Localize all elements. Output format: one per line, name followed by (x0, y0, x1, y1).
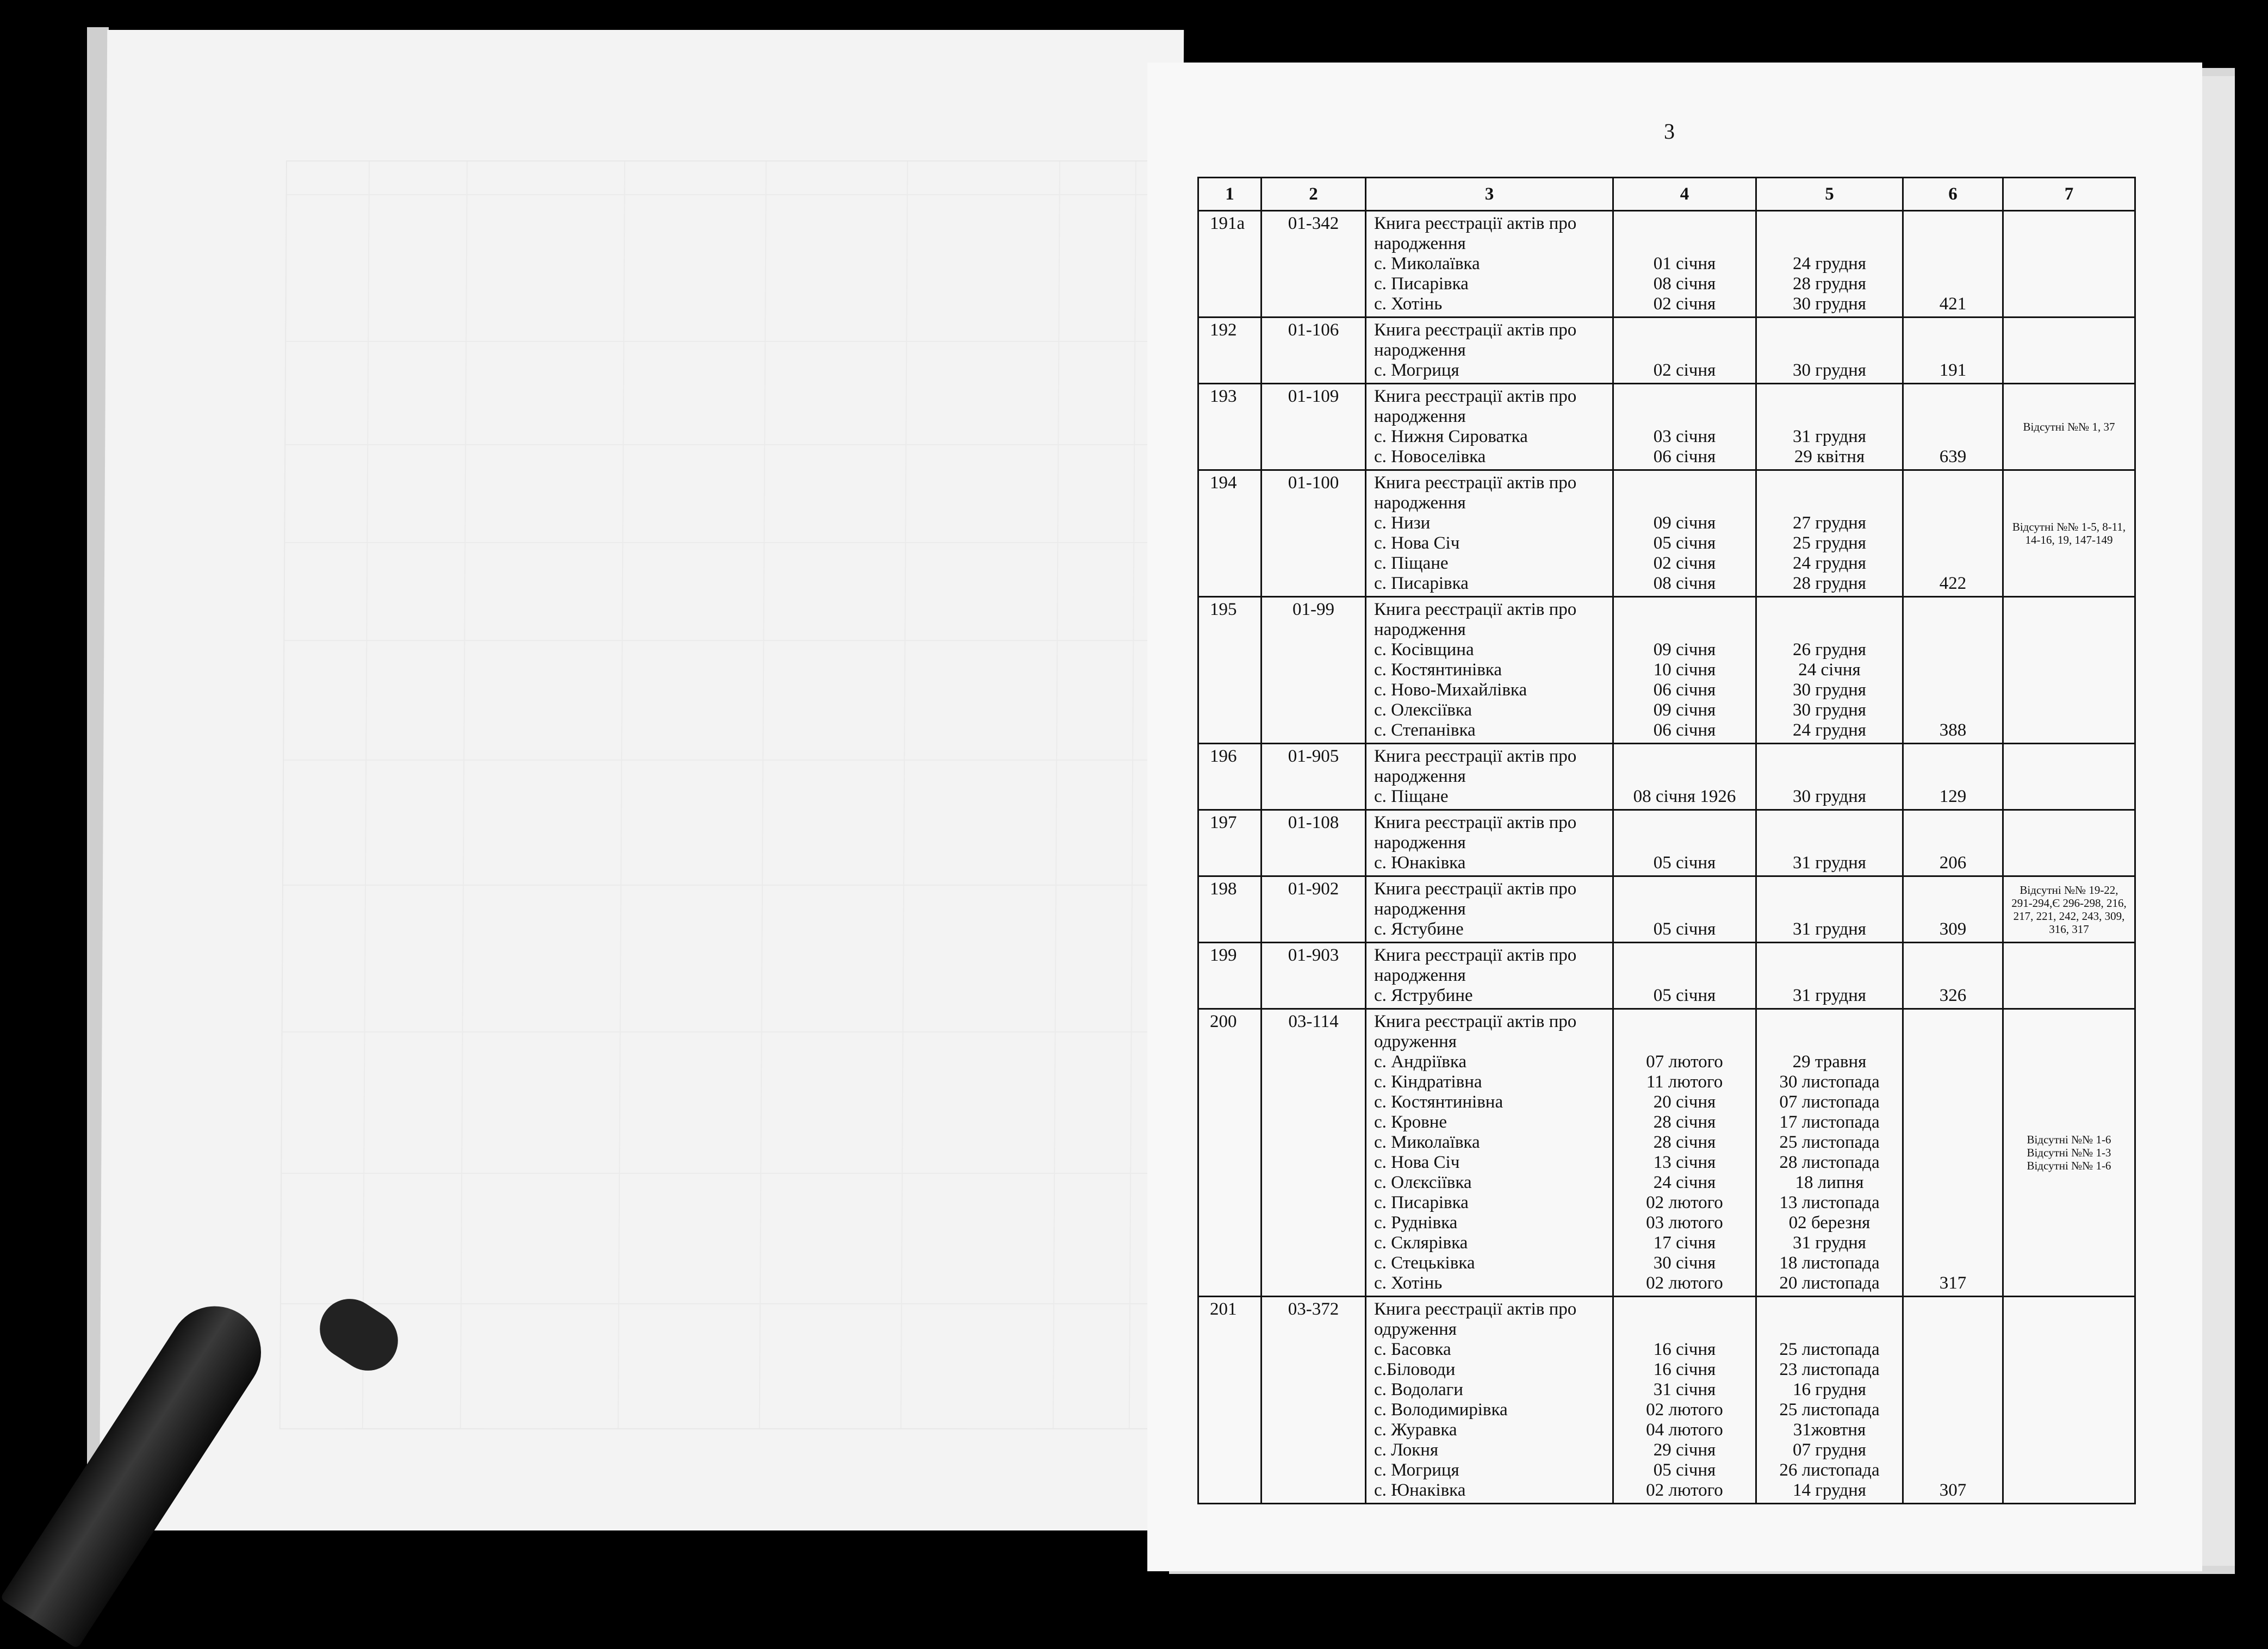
description-line: с. Олєксіївка (1374, 1173, 1472, 1192)
end-date: 25 листопада (1779, 1132, 1880, 1152)
table-row (1198, 211, 2135, 318)
start-date (1618, 234, 1751, 254)
start-date: 02 січня (1653, 360, 1716, 380)
start-date: 11 лютого (1646, 1072, 1723, 1092)
start-date: 05 січня (1653, 533, 1716, 553)
start-date (1618, 473, 1751, 493)
end-date (1761, 407, 1898, 427)
record-note (2003, 1297, 2135, 1504)
description-line: Книга реєстрації актів про (1374, 214, 1577, 233)
description-line: с. Яструбине (1374, 986, 1473, 1005)
column-header: 1 (1198, 178, 1262, 211)
description-line: с. Низи (1374, 513, 1431, 533)
page-number: 3 (1664, 119, 1675, 144)
fund-code: 01-903 (1262, 943, 1366, 1009)
table-row (1198, 1297, 2135, 1504)
end-date: 26 грудня (1793, 640, 1866, 659)
end-date (1761, 473, 1898, 493)
end-date (1761, 600, 1898, 620)
end-date: 30 грудня (1793, 360, 1866, 380)
end-date: 30 листопада (1779, 1072, 1880, 1092)
end-date (1761, 340, 1898, 360)
start-dates (1613, 318, 1756, 384)
description-line: с. Володимирівка (1374, 1400, 1508, 1420)
start-date (1618, 1012, 1751, 1032)
description-line: с. Юнаківка (1374, 853, 1466, 873)
record-count: 191 (1903, 318, 2003, 384)
description-line: Книга реєстрації актів про (1374, 600, 1577, 619)
description-line: Книга реєстрації актів про (1374, 1299, 1577, 1319)
record-number: 197 (1198, 810, 1262, 876)
start-date: 02 лютого (1646, 1193, 1723, 1212)
end-dates (1756, 318, 1903, 384)
record-note (2003, 744, 2135, 810)
table-header-row (1198, 178, 2135, 211)
end-date: 31 грудня (1793, 986, 1866, 1005)
record-count: 639 (1903, 384, 2003, 470)
end-date (1761, 899, 1898, 919)
end-date: 25 листопада (1779, 1340, 1880, 1359)
record-number: 198 (1198, 876, 1262, 943)
start-date (1618, 945, 1751, 966)
description-line: народження (1374, 833, 1466, 852)
end-date (1761, 493, 1898, 513)
table-row (1198, 470, 2135, 597)
start-date: 02 лютого (1646, 1480, 1723, 1500)
description-line: с. Піщане (1374, 553, 1449, 573)
register-table (1197, 177, 2136, 1504)
fund-code: 01-905 (1262, 744, 1366, 810)
table-row (1198, 744, 2135, 810)
start-date (1618, 214, 1751, 234)
start-date: 13 січня (1653, 1153, 1716, 1172)
start-date: 05 січня (1653, 919, 1716, 939)
start-date (1618, 1299, 1751, 1320)
record-number: 194 (1198, 470, 1262, 597)
start-date: 31 січня (1653, 1380, 1716, 1399)
start-date: 10 січня (1653, 660, 1716, 680)
description-line: Книга реєстрації актів про (1374, 746, 1577, 766)
table-row (1198, 810, 2135, 876)
description-line: с. Костянтинівка (1374, 660, 1502, 680)
start-date: 17 січня (1653, 1233, 1716, 1253)
description-line: с. Олексіївка (1374, 700, 1472, 720)
start-date: 05 січня (1653, 986, 1716, 1005)
description-line: с. Кіндратівна (1374, 1072, 1482, 1092)
record-description (1366, 211, 1613, 318)
end-date: 25 грудня (1793, 533, 1866, 553)
record-note (2003, 810, 2135, 876)
start-date: 06 січня (1653, 447, 1716, 466)
end-dates (1756, 384, 1903, 470)
record-count: 421 (1903, 211, 2003, 318)
end-date: 29 квітня (1794, 447, 1865, 466)
description-line: с. Писарівка (1374, 274, 1469, 294)
end-date (1761, 387, 1898, 407)
record-number: 201 (1198, 1297, 1262, 1504)
start-date: 08 січня 1926 (1633, 787, 1736, 806)
table-row (1198, 1009, 2135, 1297)
description-line: народження (1374, 340, 1466, 360)
record-description (1366, 597, 1613, 744)
description-line: с. Могриця (1374, 1460, 1459, 1480)
start-dates (1613, 876, 1756, 943)
end-date (1761, 214, 1898, 234)
description-line: с. Басовка (1374, 1340, 1451, 1359)
record-description (1366, 470, 1613, 597)
record-number: 199 (1198, 943, 1262, 1009)
start-date: 01 січня (1653, 254, 1716, 273)
record-note (2003, 318, 2135, 384)
end-date (1761, 833, 1898, 853)
start-dates (1613, 810, 1756, 876)
description-line: с. Миколаївка (1374, 254, 1480, 273)
start-date (1618, 813, 1751, 833)
description-line: народження (1374, 234, 1466, 253)
record-note: Відсутні №№ 1, 37 (2003, 384, 2135, 470)
description-line: с. Могриця (1374, 360, 1459, 380)
record-description (1366, 943, 1613, 1009)
description-line: Книга реєстрації актів про (1374, 879, 1577, 899)
end-dates (1756, 211, 1903, 318)
start-dates (1613, 1297, 1756, 1504)
end-date: 18 липня (1795, 1173, 1864, 1192)
record-number: 195 (1198, 597, 1262, 744)
description-line: с. Нова Січ (1374, 533, 1460, 553)
start-dates (1613, 384, 1756, 470)
record-count: 129 (1903, 744, 2003, 810)
description-line: с. Склярівка (1374, 1233, 1468, 1253)
end-date (1761, 767, 1898, 787)
description-line: с. Степанівка (1374, 720, 1476, 740)
end-dates (1756, 597, 1903, 744)
end-date (1761, 945, 1898, 966)
end-dates (1756, 744, 1903, 810)
end-date (1761, 966, 1898, 986)
description-line: Книга реєстрації актів про (1374, 387, 1577, 406)
start-dates (1613, 744, 1756, 810)
fund-code: 01-100 (1262, 470, 1366, 597)
column-header: 2 (1262, 178, 1366, 211)
record-description (1366, 744, 1613, 810)
end-date (1761, 1320, 1898, 1340)
start-date (1618, 600, 1751, 620)
description-line: одруження (1374, 1320, 1457, 1339)
end-date: 02 березня (1788, 1213, 1871, 1233)
start-date (1618, 767, 1751, 787)
record-number: 192 (1198, 318, 1262, 384)
description-line: с. Журавка (1374, 1420, 1457, 1440)
end-date: 16 грудня (1793, 1380, 1866, 1399)
start-date: 08 січня (1653, 574, 1716, 593)
column-header: 4 (1613, 178, 1756, 211)
description-line: Книга реєстрації актів про (1374, 813, 1577, 832)
start-date: 29 січня (1653, 1440, 1716, 1460)
start-date: 09 січня (1653, 513, 1716, 533)
end-date: 31 грудня (1793, 919, 1866, 939)
start-date: 05 січня (1653, 853, 1716, 873)
start-date: 07 лютого (1646, 1052, 1723, 1072)
description-line: с. Нова Січ (1374, 1153, 1460, 1172)
end-date: 31 грудня (1793, 1233, 1866, 1253)
description-line: с. Піщане (1374, 787, 1449, 806)
record-note (2003, 597, 2135, 744)
description-line: с. Нижня Сироватка (1374, 427, 1528, 446)
record-number: 193 (1198, 384, 1262, 470)
end-date: 31 грудня (1793, 427, 1866, 446)
description-line: Книга реєстрації актів про (1374, 1012, 1577, 1031)
end-date: 28 грудня (1793, 274, 1866, 294)
description-line: с. Локня (1374, 1440, 1439, 1460)
column-header: 3 (1366, 178, 1613, 211)
start-date: 30 січня (1653, 1253, 1716, 1273)
start-dates (1613, 211, 1756, 318)
end-date (1761, 234, 1898, 254)
table-row (1198, 943, 2135, 1009)
start-date (1618, 746, 1751, 767)
record-description (1366, 810, 1613, 876)
start-date (1618, 833, 1751, 853)
start-date: 16 січня (1653, 1340, 1716, 1359)
end-date (1761, 320, 1898, 340)
end-date (1761, 620, 1898, 640)
end-date: 28 листопада (1779, 1153, 1880, 1172)
start-date: 28 січня (1653, 1112, 1716, 1132)
start-date: 24 січня (1653, 1173, 1716, 1192)
start-date: 03 лютого (1646, 1213, 1723, 1233)
table-row (1198, 384, 2135, 470)
record-count: 388 (1903, 597, 2003, 744)
start-date: 02 січня (1653, 294, 1716, 314)
end-dates (1756, 943, 1903, 1009)
description-line: с. Стецьківка (1374, 1253, 1475, 1273)
end-dates (1756, 876, 1903, 943)
end-date (1761, 1299, 1898, 1320)
end-date: 31жовтня (1793, 1420, 1866, 1440)
start-date: 04 лютого (1646, 1420, 1723, 1440)
end-date (1761, 746, 1898, 767)
start-date: 06 січня (1653, 720, 1716, 740)
description-line: народження (1374, 899, 1466, 919)
record-note: Відсутні №№ 1-5, 8-11, 14-16, 19, 147-149 (2003, 470, 2135, 597)
end-date (1761, 1032, 1898, 1052)
description-line: с. Новоселівка (1374, 447, 1486, 466)
record-note: Відсутні №№ 1-6 Відсутні №№ 1-3 Відсутні №№ 1-6 (2003, 1009, 2135, 1297)
end-date: 30 грудня (1793, 787, 1866, 806)
end-date: 23 листопада (1779, 1360, 1880, 1379)
start-date (1618, 879, 1751, 899)
end-date (1761, 879, 1898, 899)
end-date: 07 грудня (1793, 1440, 1866, 1460)
table-body (1198, 211, 2135, 1504)
end-date: 31 грудня (1793, 853, 1866, 873)
end-date: 07 листопада (1779, 1092, 1880, 1112)
description-line: с. Ястубине (1374, 919, 1464, 939)
record-description (1366, 318, 1613, 384)
fund-code: 01-106 (1262, 318, 1366, 384)
record-description (1366, 876, 1613, 943)
start-date: 03 січня (1653, 427, 1716, 446)
record-description (1366, 384, 1613, 470)
description-line: с. Кровне (1374, 1112, 1447, 1132)
left-page (100, 30, 1184, 1530)
table-row (1198, 876, 2135, 943)
end-date: 18 листопада (1779, 1253, 1880, 1273)
end-date: 29 травня (1792, 1052, 1867, 1072)
description-line: с. Руднівка (1374, 1213, 1458, 1233)
start-dates (1613, 1009, 1756, 1297)
start-date: 02 січня (1653, 553, 1716, 573)
start-date (1618, 899, 1751, 919)
end-date: 28 грудня (1793, 574, 1866, 593)
start-date: 02 лютого (1646, 1273, 1723, 1293)
start-date (1618, 1320, 1751, 1340)
record-number: 200 (1198, 1009, 1262, 1297)
start-date: 09 січня (1653, 700, 1716, 720)
fund-code: 01-109 (1262, 384, 1366, 470)
end-date: 14 грудня (1793, 1480, 1866, 1500)
description-line: с.Біловоди (1374, 1360, 1456, 1379)
description-line: с. Водолаги (1374, 1380, 1463, 1399)
description-line: с. Хотінь (1374, 1273, 1443, 1293)
start-dates (1613, 597, 1756, 744)
end-dates (1756, 470, 1903, 597)
description-line: народження (1374, 407, 1466, 426)
record-count: 326 (1903, 943, 2003, 1009)
start-date: 05 січня (1653, 1460, 1716, 1480)
fund-code: 01-342 (1262, 211, 1366, 318)
end-date: 24 грудня (1793, 553, 1866, 573)
record-note: Відсутні №№ 19-22, 291-294,Є 296-298, 216, 217, 221, 242, 243, 309, 316, 317 (2003, 876, 2135, 943)
end-date: 24 грудня (1793, 254, 1866, 273)
start-date (1618, 387, 1751, 407)
start-date (1618, 620, 1751, 640)
description-line: Книга реєстрації актів про (1374, 945, 1577, 965)
description-line: народження (1374, 966, 1466, 985)
fund-code: 01-108 (1262, 810, 1366, 876)
start-dates (1613, 943, 1756, 1009)
start-date: 28 січня (1653, 1132, 1716, 1152)
start-date: 20 січня (1653, 1092, 1716, 1112)
fund-code: 01-902 (1262, 876, 1366, 943)
record-description (1366, 1009, 1613, 1297)
start-date (1618, 407, 1751, 427)
start-date (1618, 320, 1751, 340)
description-line: с. Миколаївка (1374, 1132, 1480, 1152)
end-date: 30 грудня (1793, 294, 1866, 314)
start-date (1618, 340, 1751, 360)
description-line: народження (1374, 493, 1466, 513)
record-count: 309 (1903, 876, 2003, 943)
end-dates (1756, 810, 1903, 876)
start-date (1618, 966, 1751, 986)
end-dates (1756, 1297, 1903, 1504)
record-number: 196 (1198, 744, 1262, 810)
description-line: с. Юнаківка (1374, 1480, 1466, 1500)
description-line: с. Ново-Михайлівка (1374, 680, 1527, 700)
record-count: 206 (1903, 810, 2003, 876)
record-number: 191а (1198, 211, 1262, 318)
fund-code: 01-99 (1262, 597, 1366, 744)
table-row (1198, 597, 2135, 744)
start-dates (1613, 470, 1756, 597)
end-dates (1756, 1009, 1903, 1297)
end-date: 27 грудня (1793, 513, 1866, 533)
description-line: с. Костянтинівна (1374, 1092, 1503, 1112)
end-date: 17 листопада (1779, 1112, 1880, 1132)
end-date: 26 листопада (1779, 1460, 1880, 1480)
record-count: 317 (1903, 1009, 2003, 1297)
description-line: с. Косівщина (1374, 640, 1474, 659)
column-header: 5 (1756, 178, 1903, 211)
description-line: с. Писарівка (1374, 1193, 1469, 1212)
left-page-show-through-table (279, 160, 1245, 1429)
start-date (1618, 1032, 1751, 1052)
fund-code: 03-114 (1262, 1009, 1366, 1297)
description-line: Книга реєстрації актів про (1374, 320, 1577, 340)
start-date: 06 січня (1653, 680, 1716, 700)
description-line: с. Андріївка (1374, 1052, 1467, 1072)
end-date: 30 грудня (1793, 700, 1866, 720)
start-date (1618, 493, 1751, 513)
description-line: с. Хотінь (1374, 294, 1443, 314)
description-line: народження (1374, 767, 1466, 786)
fund-code: 03-372 (1262, 1297, 1366, 1504)
end-date: 20 листопада (1779, 1273, 1880, 1293)
start-date: 08 січня (1653, 274, 1716, 294)
record-note (2003, 211, 2135, 318)
description-line: с. Писарівка (1374, 574, 1469, 593)
end-date (1761, 813, 1898, 833)
column-header: 7 (2003, 178, 2135, 211)
end-date: 24 грудня (1793, 720, 1866, 740)
record-count: 422 (1903, 470, 2003, 597)
start-date: 09 січня (1653, 640, 1716, 659)
start-date: 02 лютого (1646, 1400, 1723, 1420)
table-row (1198, 318, 2135, 384)
description-line: народження (1374, 620, 1466, 639)
end-date: 24 січня (1798, 660, 1861, 680)
end-date: 13 листопада (1779, 1193, 1880, 1212)
description-line: одруження (1374, 1032, 1457, 1051)
record-description (1366, 1297, 1613, 1504)
record-note (2003, 943, 2135, 1009)
end-date: 30 грудня (1793, 680, 1866, 700)
column-header: 6 (1903, 178, 2003, 211)
end-date: 25 листопада (1779, 1400, 1880, 1420)
record-count: 307 (1903, 1297, 2003, 1504)
start-date: 16 січня (1653, 1360, 1716, 1379)
end-date (1761, 1012, 1898, 1032)
description-line: Книга реєстрації актів про (1374, 473, 1577, 493)
